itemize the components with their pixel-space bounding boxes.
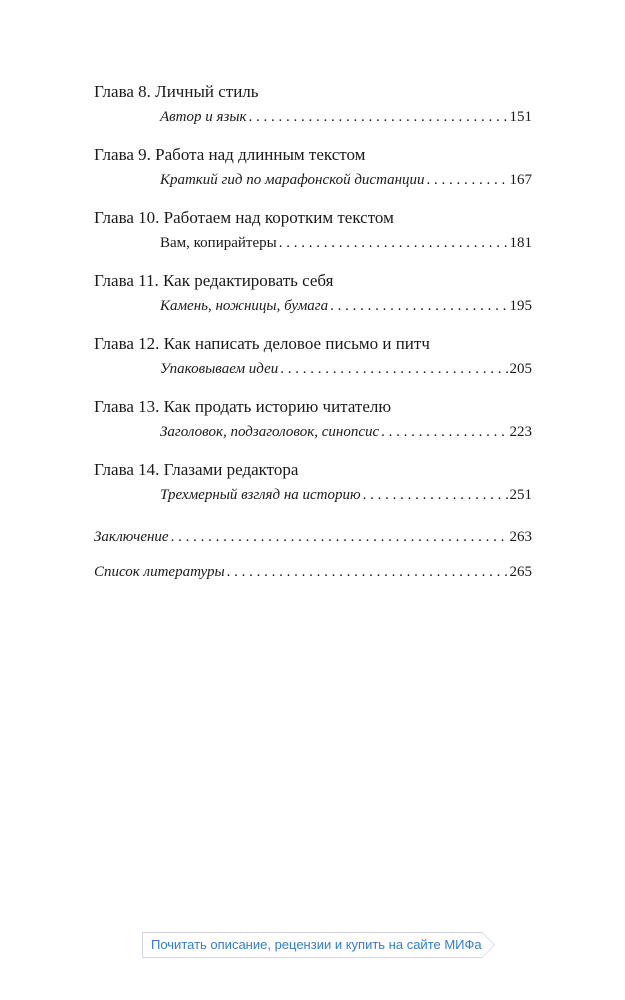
page-number: 195 [509, 298, 532, 314]
chapter-subtitle: Вам, копирайтеры [160, 235, 277, 251]
chapter-subtitle: Заголовок, подзаголовок, синопсис [160, 424, 380, 440]
chapter-entry [94, 485, 532, 505]
bibliography-label: Список литературы [94, 564, 225, 580]
page-number: 181 [509, 235, 532, 251]
chapter-entry [94, 233, 532, 253]
toc-chapter-11 [94, 270, 532, 316]
toc-chapter-13 [94, 396, 532, 442]
chapter-title: Глава 9. Работа над длинным текстом [94, 145, 366, 164]
chapter-entry [94, 170, 532, 190]
shop-link[interactable]: Почитать описание, рецензии и купить на сайте МИФа [151, 937, 482, 952]
chapter-entry [94, 296, 532, 316]
chapter-subtitle: Камень, ножницы, бумага [160, 298, 329, 314]
chapter-subtitle: Краткий гид по марафонской дистанции [160, 172, 425, 188]
chapter-title: Глава 12. Как написать деловое письмо и питч [94, 334, 430, 353]
toc-bibliography [94, 562, 532, 582]
dot-leader [171, 527, 508, 547]
dot-leader [381, 422, 507, 442]
chapter-title: Глава 14. Глазами редактора [94, 460, 299, 479]
conclusion-label: Заключение [94, 529, 169, 545]
chapter-entry [94, 359, 532, 379]
chapter-title: Глава 8. Личный стиль [94, 82, 259, 101]
page-number: 205 [509, 361, 532, 377]
page-number: 223 [509, 424, 532, 440]
toc-chapter-8 [94, 81, 532, 127]
dot-leader [427, 170, 508, 190]
page-number: 265 [509, 564, 532, 580]
toc-chapter-10 [94, 207, 532, 253]
shop-link-banner[interactable] [142, 932, 482, 958]
page-number: 251 [509, 487, 532, 503]
chapter-entry [94, 107, 532, 127]
chapter-entry [94, 422, 532, 442]
dot-leader [279, 233, 508, 253]
toc-chapter-14 [94, 459, 532, 505]
page-number: 151 [509, 109, 532, 125]
dot-leader [330, 296, 507, 316]
toc-chapter-9 [94, 144, 532, 190]
page-number: 167 [509, 172, 532, 188]
chapter-title: Глава 13. Как продать историю читателю [94, 397, 392, 416]
chapter-subtitle: Трехмерный взгляд на историю [160, 487, 361, 503]
toc-conclusion [94, 527, 532, 547]
toc-chapter-12 [94, 333, 532, 379]
page-number: 263 [509, 529, 532, 545]
dot-leader [249, 107, 508, 127]
chapter-subtitle: Автор и язык [160, 109, 247, 125]
chapter-title: Глава 10. Работаем над коротким текстом [94, 208, 394, 227]
dot-leader [280, 359, 507, 379]
dot-leader [363, 485, 508, 505]
dot-leader [227, 562, 508, 582]
chapter-title: Глава 11. Как редактировать себя [94, 271, 334, 290]
chapter-subtitle: Упаковываем идеи [160, 361, 279, 377]
table-of-contents [94, 81, 532, 582]
